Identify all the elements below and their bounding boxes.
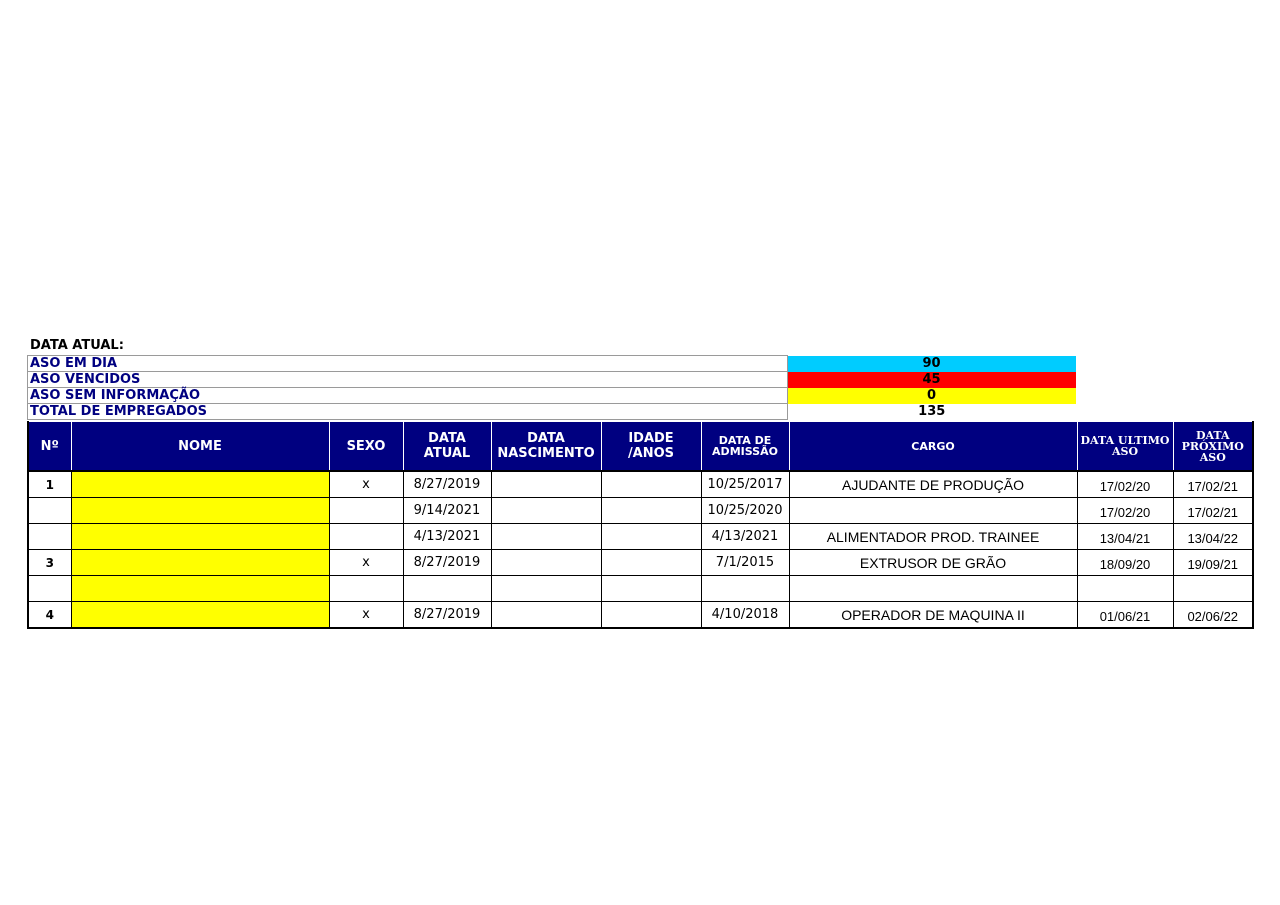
summary-label[interactable]: ASO VENCIDOS (28, 372, 788, 388)
summary-label[interactable]: TOTAL DE EMPREGADOS (28, 404, 788, 420)
cell-nome[interactable] (71, 550, 329, 576)
summary-row-total (28, 404, 1076, 420)
cell-cargo[interactable]: EXTRUSOR DE GRÃO (789, 550, 1077, 576)
header-line: ASO (1199, 450, 1226, 464)
summary-row-sem-informacao (28, 388, 1076, 404)
summary-value[interactable]: 135 (918, 404, 946, 419)
cell-nascimento[interactable] (491, 576, 601, 602)
col-header-data-ultimo-aso[interactable] (1077, 422, 1173, 472)
cell-nome[interactable] (71, 471, 329, 498)
cell-nascimento[interactable] (491, 524, 601, 550)
cell-nascimento[interactable] (491, 498, 601, 524)
cell-proximo-aso[interactable]: 02/06/22 (1173, 602, 1253, 629)
cell-admissao[interactable]: 10/25/2020 (701, 498, 789, 524)
table-row (28, 471, 1253, 498)
col-header-cargo[interactable]: CARGO (789, 422, 1077, 472)
cell-data-atual[interactable]: 8/27/2019 (403, 602, 491, 629)
header-line: DATA (1195, 428, 1230, 442)
summary-label[interactable]: ASO EM DIA (28, 356, 788, 372)
cell-nome[interactable] (71, 602, 329, 629)
cell-num[interactable] (28, 498, 71, 524)
summary-value[interactable]: 0 (788, 388, 1076, 404)
col-header-idade[interactable] (601, 422, 701, 472)
cell-cargo[interactable]: OPERADOR DE MAQUINA II (789, 602, 1077, 629)
cell-data-atual[interactable]: 8/27/2019 (403, 550, 491, 576)
header-line: DATA ULTIMO (1080, 434, 1170, 447)
cell-sexo[interactable] (329, 498, 403, 524)
cell-proximo-aso[interactable]: 19/09/21 (1173, 550, 1253, 576)
cell-sexo[interactable]: x (329, 471, 403, 498)
cell-idade[interactable] (601, 498, 701, 524)
cell-idade[interactable] (601, 524, 701, 550)
col-header-data-proximo-aso[interactable] (1173, 422, 1253, 472)
cell-nome[interactable] (71, 576, 329, 602)
cell-proximo-aso[interactable]: 13/04/22 (1173, 524, 1253, 550)
table-row (28, 576, 1253, 602)
cell-num[interactable] (28, 576, 71, 602)
header-line: /ANOS (627, 446, 675, 461)
cell-nascimento[interactable] (491, 550, 601, 576)
header-line: IDADE (628, 431, 674, 446)
cell-ultimo-aso[interactable]: 13/04/21 (1077, 524, 1173, 550)
cell-nome[interactable] (71, 498, 329, 524)
header-line: DATA (527, 431, 565, 446)
cell-ultimo-aso[interactable]: 18/09/20 (1077, 550, 1173, 576)
summary-row-vencidos (28, 372, 1076, 388)
table-row (28, 550, 1253, 576)
cell-admissao[interactable]: 4/13/2021 (701, 524, 789, 550)
cell-data-atual[interactable]: 9/14/2021 (403, 498, 491, 524)
cell-num[interactable]: 3 (28, 550, 71, 576)
cell-proximo-aso[interactable] (1173, 576, 1253, 602)
summary-value[interactable]: 45 (788, 372, 1076, 388)
header-line: DATA DE (718, 434, 772, 447)
col-header-num[interactable]: Nº (28, 422, 71, 472)
cell-sexo[interactable] (329, 576, 403, 602)
cell-nascimento[interactable] (491, 602, 601, 629)
header-line: PRÓXIMO (1181, 439, 1244, 453)
cell-cargo[interactable]: AJUDANTE DE PRODUÇÃO (789, 471, 1077, 498)
data-atual-label: DATA ATUAL: (30, 338, 124, 353)
header-line: NASCIMENTO (497, 446, 595, 461)
employee-table (27, 421, 1254, 629)
cell-idade[interactable] (601, 471, 701, 498)
cell-ultimo-aso[interactable] (1077, 576, 1173, 602)
cell-nascimento[interactable] (491, 471, 601, 498)
cell-admissao[interactable]: 4/10/2018 (701, 602, 789, 629)
cell-ultimo-aso[interactable]: 17/02/20 (1077, 498, 1173, 524)
cell-proximo-aso[interactable]: 17/02/21 (1173, 498, 1253, 524)
cell-admissao[interactable] (701, 576, 789, 602)
summary-table (27, 355, 1076, 420)
col-header-data-nascimento[interactable] (491, 422, 601, 472)
cell-num[interactable]: 1 (28, 471, 71, 498)
cell-data-atual[interactable]: 8/27/2019 (403, 471, 491, 498)
cell-ultimo-aso[interactable]: 01/06/21 (1077, 602, 1173, 629)
cell-idade[interactable] (601, 602, 701, 629)
cell-nome[interactable] (71, 524, 329, 550)
cell-num[interactable] (28, 524, 71, 550)
cell-cargo[interactable]: ALIMENTADOR PROD. TRAINEE (789, 524, 1077, 550)
col-header-data-atual[interactable] (403, 422, 491, 472)
summary-value[interactable]: 90 (788, 356, 1076, 372)
table-row (28, 602, 1253, 629)
cell-cargo[interactable] (789, 576, 1077, 602)
cell-data-atual[interactable]: 4/13/2021 (403, 524, 491, 550)
cell-admissao[interactable]: 10/25/2017 (701, 471, 789, 498)
cell-sexo[interactable]: x (329, 602, 403, 629)
col-header-data-admissao[interactable] (701, 422, 789, 472)
cell-sexo[interactable]: x (329, 550, 403, 576)
cell-num[interactable]: 4 (28, 602, 71, 629)
cell-ultimo-aso[interactable]: 17/02/20 (1077, 471, 1173, 498)
summary-label[interactable]: ASO SEM INFORMAÇÃO (28, 388, 788, 404)
header-line: ASO (1111, 445, 1139, 458)
cell-data-atual[interactable] (403, 576, 491, 602)
table-row (28, 524, 1253, 550)
cell-proximo-aso[interactable]: 17/02/21 (1173, 471, 1253, 498)
cell-admissao[interactable]: 7/1/2015 (701, 550, 789, 576)
header-line: ADMISSÃO (712, 445, 778, 458)
col-header-nome[interactable]: NOME (71, 422, 329, 472)
cell-idade[interactable] (601, 550, 701, 576)
header-line: DATA (428, 431, 466, 446)
header-line: ATUAL (423, 446, 471, 461)
table-row (28, 498, 1253, 524)
cell-cargo[interactable] (789, 498, 1077, 524)
summary-row-em-dia (28, 356, 1076, 372)
header-row (28, 422, 1253, 472)
col-header-sexo[interactable]: SEXO (329, 422, 403, 472)
cell-sexo[interactable] (329, 524, 403, 550)
cell-idade[interactable] (601, 576, 701, 602)
